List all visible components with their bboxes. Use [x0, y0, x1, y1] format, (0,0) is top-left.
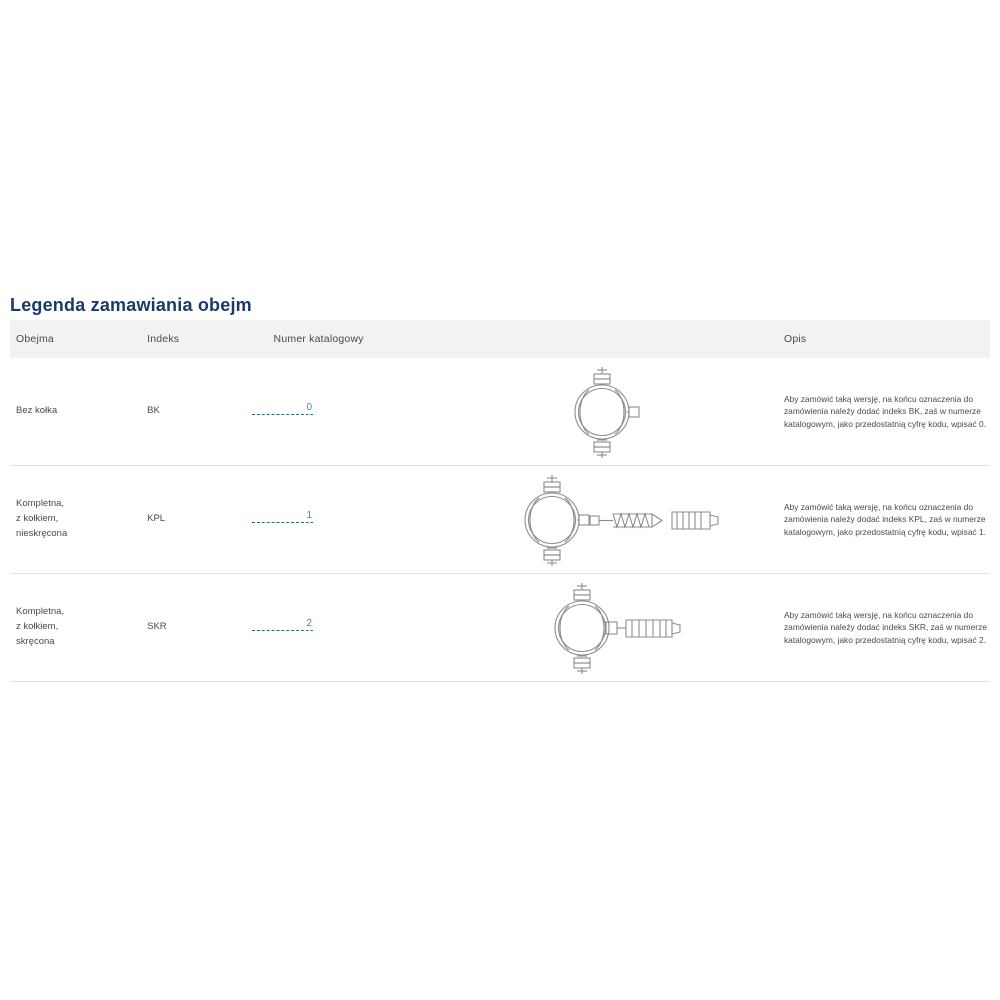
- cell-obejma: [10, 404, 147, 419]
- code-dashes: [252, 405, 304, 415]
- obejma-line: Kompletna,: [16, 606, 65, 618]
- obejma-line: z kołkiem,: [16, 621, 59, 633]
- column-header-indeks: Indeks: [147, 333, 180, 345]
- column-header-obejma: Obejma: [16, 333, 54, 345]
- cell-rysunek: [447, 470, 784, 570]
- cell-numer-katalogowy: [274, 511, 447, 529]
- legend-table: [10, 320, 990, 682]
- code-dashes: [252, 621, 304, 631]
- cell-opis: Aby zamówić taką wersję, na końcu oznaczenia do zamówienia należy dodać indeks KPL, zaś w numerze katalogowym, jako przedostatnią cyfrę kodu, wpisać 1.: [783, 501, 986, 537]
- obejma-line: Bez kołka: [16, 405, 58, 417]
- cell-opis: Aby zamówić taką wersję, na końcu oznaczenia do zamówienia należy dodać indeks SKR, zaś w numerze katalogowym, jako przedostatnią cyfrę kodu, wpisać 2.: [783, 609, 987, 645]
- page-title: Legenda zamawiania obejm: [10, 295, 252, 316]
- code-dashes: [252, 513, 304, 523]
- code-digit: 1: [306, 509, 313, 521]
- cell-rysunek: [447, 362, 784, 462]
- column-header-opis: Opis: [783, 333, 807, 345]
- catalog-code: [252, 403, 314, 415]
- cell-indeks: BK: [147, 405, 160, 417]
- obejma-line: nieskręcona: [16, 527, 68, 539]
- table-row: [10, 574, 990, 682]
- code-digit: 0: [306, 401, 313, 413]
- cell-indeks: KPL: [147, 513, 166, 525]
- cell-rysunek: [447, 578, 784, 678]
- clamp-with-assembled-dowel-icon: [530, 578, 700, 678]
- cell-obejma: [10, 605, 147, 649]
- obejma-line: Kompletna,: [16, 498, 65, 510]
- cell-numer-katalogowy: [274, 619, 447, 637]
- cell-opis: Aby zamówić taką wersję, na końcu oznaczenia do zamówienia należy dodać indeks BK, zaś w numerze katalogowym, jako przedostatnią cyfrę kodu, wpisać 0.: [783, 393, 986, 429]
- obejma-line: skręcona: [16, 635, 55, 647]
- clamp-only-icon: [550, 362, 680, 462]
- obejma-line: z kołkiem,: [16, 513, 59, 525]
- table-row: [10, 466, 990, 574]
- cell-obejma: [10, 497, 147, 541]
- column-header-numer-katalogowy: Numer katalogowy: [273, 333, 364, 345]
- cell-numer-katalogowy: [274, 403, 447, 421]
- cell-indeks: SKR: [147, 621, 167, 633]
- catalog-code: [252, 619, 314, 631]
- table-header-row: [10, 320, 990, 358]
- catalog-code: [252, 511, 314, 523]
- clamp-with-loose-bolt-and-dowel-icon: [500, 470, 730, 570]
- table-row: [10, 358, 990, 466]
- code-digit: 2: [306, 617, 313, 629]
